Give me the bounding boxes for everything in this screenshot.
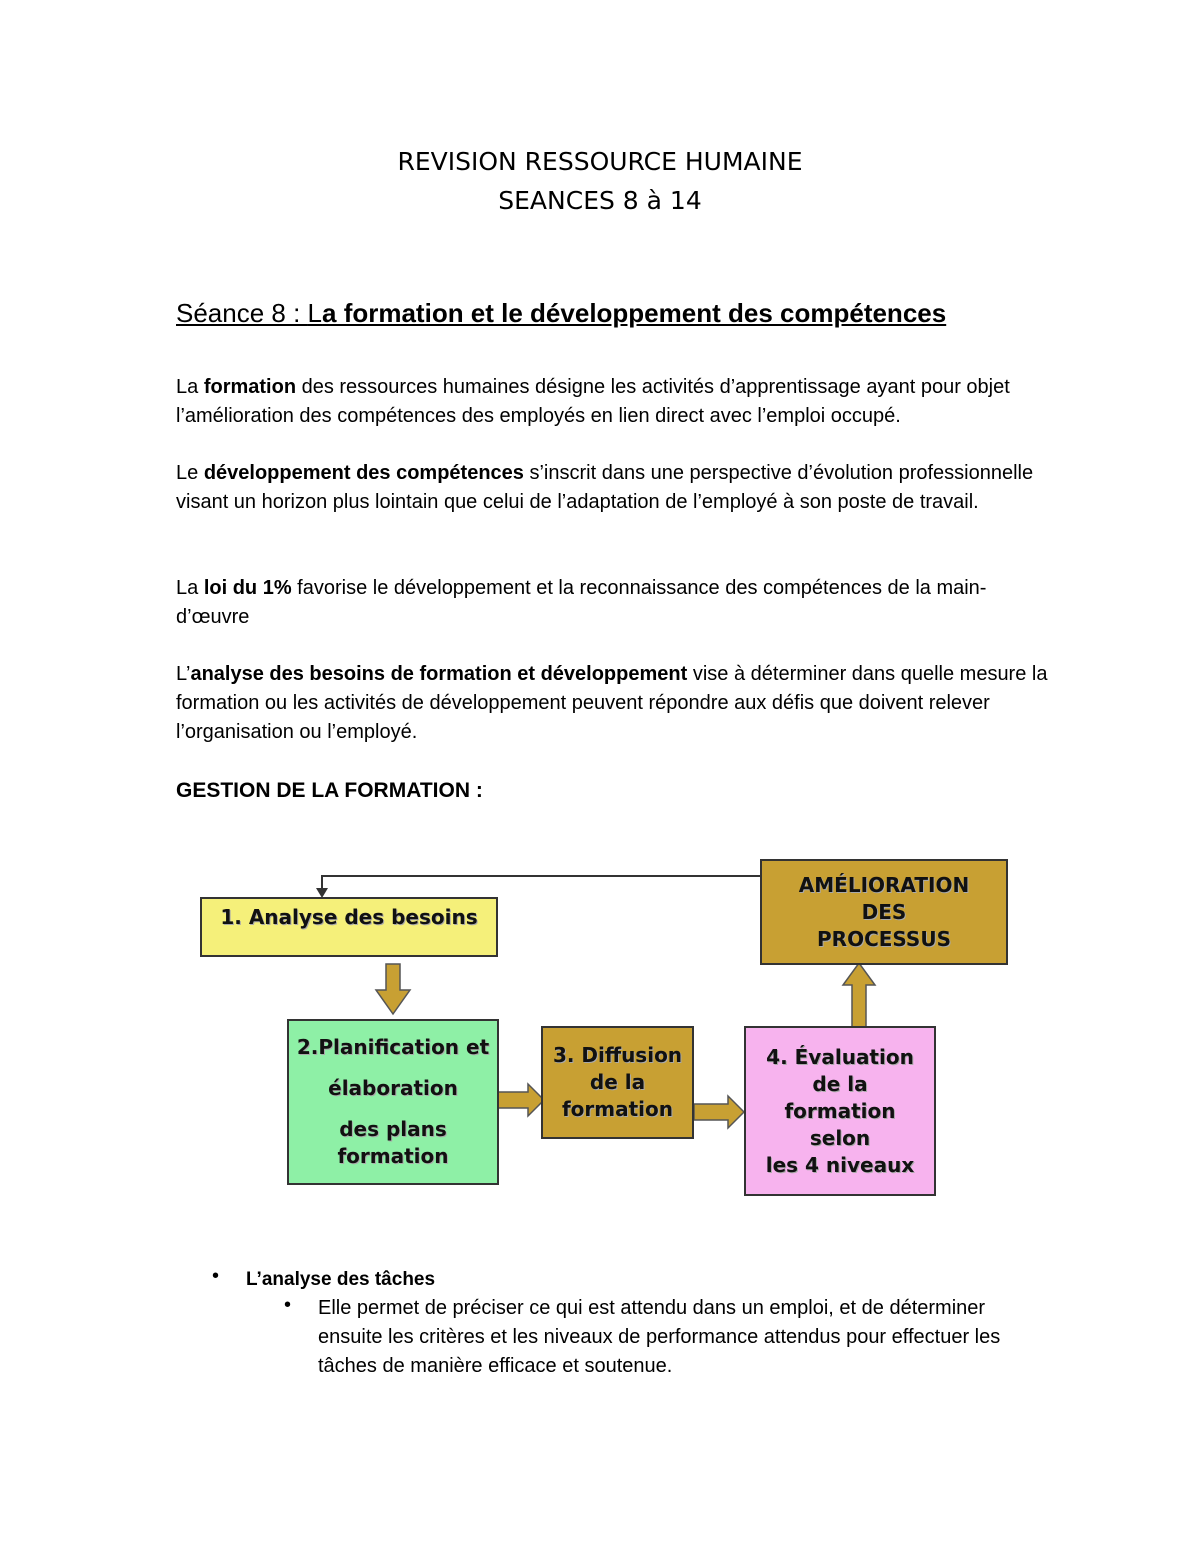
bullet-analyse-taches: L’analyse des tâches [246,1269,436,1290]
box1-label: 1. Analyse des besoins [220,905,478,929]
box5-line3: PROCESSUS [817,926,951,951]
arrow-up-4-5 [843,963,875,1027]
box5-line1: AMÉLIORATION [798,872,970,897]
bullet-dot-1: • [212,1265,220,1287]
p2-text-a: Le [176,462,204,484]
p4-bold: analyse des besoins de formation et développement [190,663,688,685]
box4-line4: selon [809,1125,871,1150]
p2-text-c: s’inscrit dans une perspective d’évolution professionnelle visant un horizon plus lointain que celui de l’adaptation de l’employé à son poste de travail. [176,462,1034,513]
p4-text-a: L’ [176,663,191,685]
box3-line3: formation [561,1097,674,1121]
box2-line2: élaboration [328,1076,458,1100]
p3-text-a: La [176,577,204,599]
p3-bold: loi du 1% [203,577,292,599]
arrow-down-1-2 [376,964,410,1014]
feedback-line [322,876,760,896]
p1-text-a: La [176,376,204,398]
box4-line1: 4. Évaluation [766,1044,914,1069]
p4-text-c: vise à déterminer dans quelle mesure la formation ou les activités de développement peuvent répondre aux défis que doivent relever l’organisation ou l’employé. [176,663,1048,743]
p3-text-c: favorise le développement et la reconnaissance des compétences de la main-d’œuvre [176,577,987,628]
box4-line2: de la [812,1071,868,1096]
document-title: REVISION RESSOURCE HUMAINE [397,147,803,176]
box-diffusion [541,1026,694,1139]
p2-bold: développement des compétences [203,462,524,484]
p1-text-c: des ressources humaines désigne les activités d’apprentissage ayant pour objet l’amélioration des compétences des employés en lien direct avec l’emploi occupé. [176,376,1010,427]
box4-line5: les 4 niveaux [765,1152,915,1177]
box-analyse-besoins [200,897,498,957]
box3-line2: de la [589,1070,646,1094]
box5-line2: DES [861,899,907,924]
section-l: L [307,298,323,328]
gestion-heading: GESTION DE LA FORMATION : [176,779,483,802]
box4-line3: formation [784,1098,896,1123]
document-subtitle: SEANCES 8 à 14 [498,186,702,215]
box2-line3: des plans [339,1117,447,1141]
section-title: a formation et le développement des compétences [322,298,947,328]
box2-line1: 2.Planification et [296,1035,490,1059]
box3-line1: 3. Diffusion [552,1043,683,1067]
p1-bold: formation [203,376,297,398]
section-prefix: Séance 8 : [176,298,308,328]
arrow-right-2-3 [498,1084,544,1116]
arrow-right-3-4 [694,1096,744,1128]
box-evaluation [744,1026,936,1196]
box2-line4: formation [337,1144,449,1168]
box-amelioration [760,859,1008,965]
bullet-dot-2: • [284,1294,292,1316]
box-planification [287,1019,499,1185]
bullet-description: Elle permet de préciser ce qui est attendu dans un emploi, et de déterminer ensuite les critères et les niveaux de performance attendus pour effectuer les tâches de manière efficace et soutenue. [318,1297,1001,1377]
